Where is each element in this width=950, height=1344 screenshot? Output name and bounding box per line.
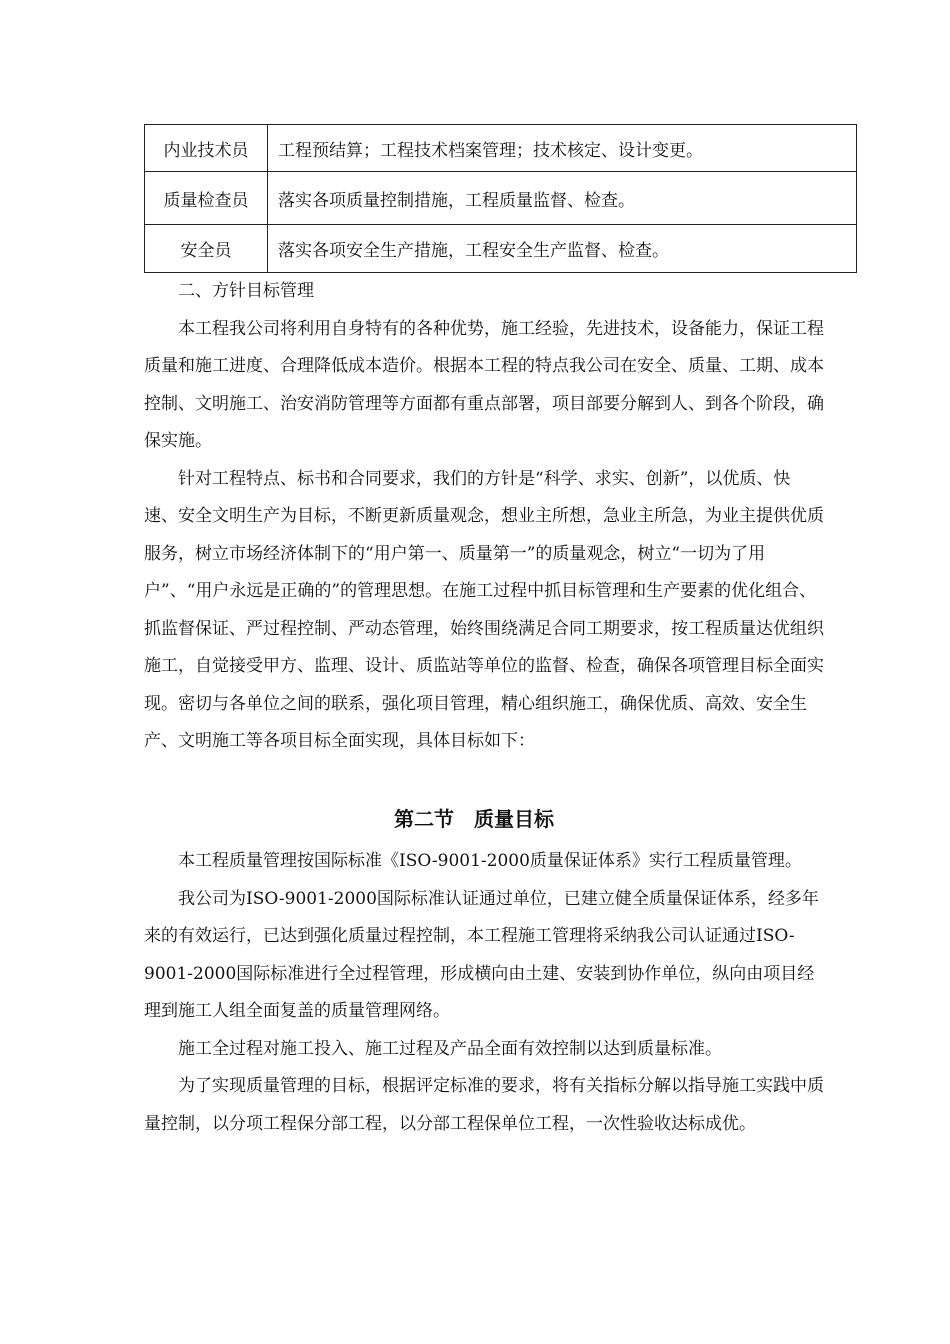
section1-text — [144, 273, 824, 761]
paragraph: 为了实现质量管理的目标，根据评定标准的要求，将有关指标分解以指导施工实践中质量控制，以分项工程保分部工程，以分部工程保单位工程，一次性验收达标成优。 — [144, 1076, 824, 1134]
paragraph: 本工程质量管理按国际标准《ISO-9001-2000质量保证体系》实行工程质量管理。 — [178, 851, 802, 871]
table-row — [145, 125, 857, 172]
duty-cell: 落实各项安全生产措施，工程安全生产监督、检查。 — [268, 225, 857, 273]
table-row — [145, 225, 857, 273]
paragraph: 针对工程特点、标书和合同要求，我们的方针是“科学、求实、创新”，以优质、快速、安全文明生产为目标，不断更新质量观念，想业主所想，急业主所急，为业主提供优质服务，树立市场经济体制下的“用户第一、质量第一”的质量观念，树立“一切为了用户”、“用户永远是正确的”的管理思想。在施工过程中抓目标管理和生产要素的优化组合、抓监督保证、严过程控制、严动态管理，始终围绕满足合同工期要求，按工程质量达优组织施工，自觉接受甲方、监理、设计、质监站等单位的监督、检查，确保各项管理目标全面实现。密切与各单位之间的联系，强化项目管理，精心组织施工，确保优质、高效、安全生产、文明施工等各项目标全面实现，具体目标如下： — [144, 468, 824, 751]
role-cell: 内业技术员 — [145, 125, 268, 172]
section2-title: 第二节 质量目标 — [394, 807, 554, 831]
duty-cell: 工程预结算；工程技术档案管理；技术核定、设计变更。 — [268, 125, 857, 172]
role-cell: 质量检查员 — [145, 172, 268, 225]
paragraph: 我公司为ISO-9001-2000国际标准认证通过单位，已建立健全质量保证体系，经多年来的有效运行，已达到强化质量过程控制，本工程施工管理将采纳我公司认证通过ISO-9001-2000国际标准进行全过程管理，形成横向由土建、安装到协作单位，纵向由项目经理到施工人组全面复盖的质量管理网络。 — [144, 888, 819, 1021]
paragraph: 施工全过程对施工投入、施工过程及产品全面有效控制以达到质量标准。 — [178, 1038, 722, 1059]
role-cell: 安全员 — [145, 225, 268, 273]
section2-text — [144, 843, 824, 1143]
duty-cell: 落实各项质量控制措施，工程质量监督、检查。 — [268, 172, 857, 225]
paragraph: 本工程我公司将利用自身特有的各种优势，施工经验，先进技术，设备能力，保证工程质量和施工进度、合理降低成本造价。根据本工程的特点我公司在安全、质量、工期、成本控制、文明施工、治安消防管理等方面都有重点部署，项目部要分解到人、到各个阶段，确保实施。 — [144, 318, 824, 451]
section1-heading: 二、方针目标管理 — [178, 281, 314, 301]
roles-table — [144, 124, 857, 273]
table-row — [145, 172, 857, 225]
